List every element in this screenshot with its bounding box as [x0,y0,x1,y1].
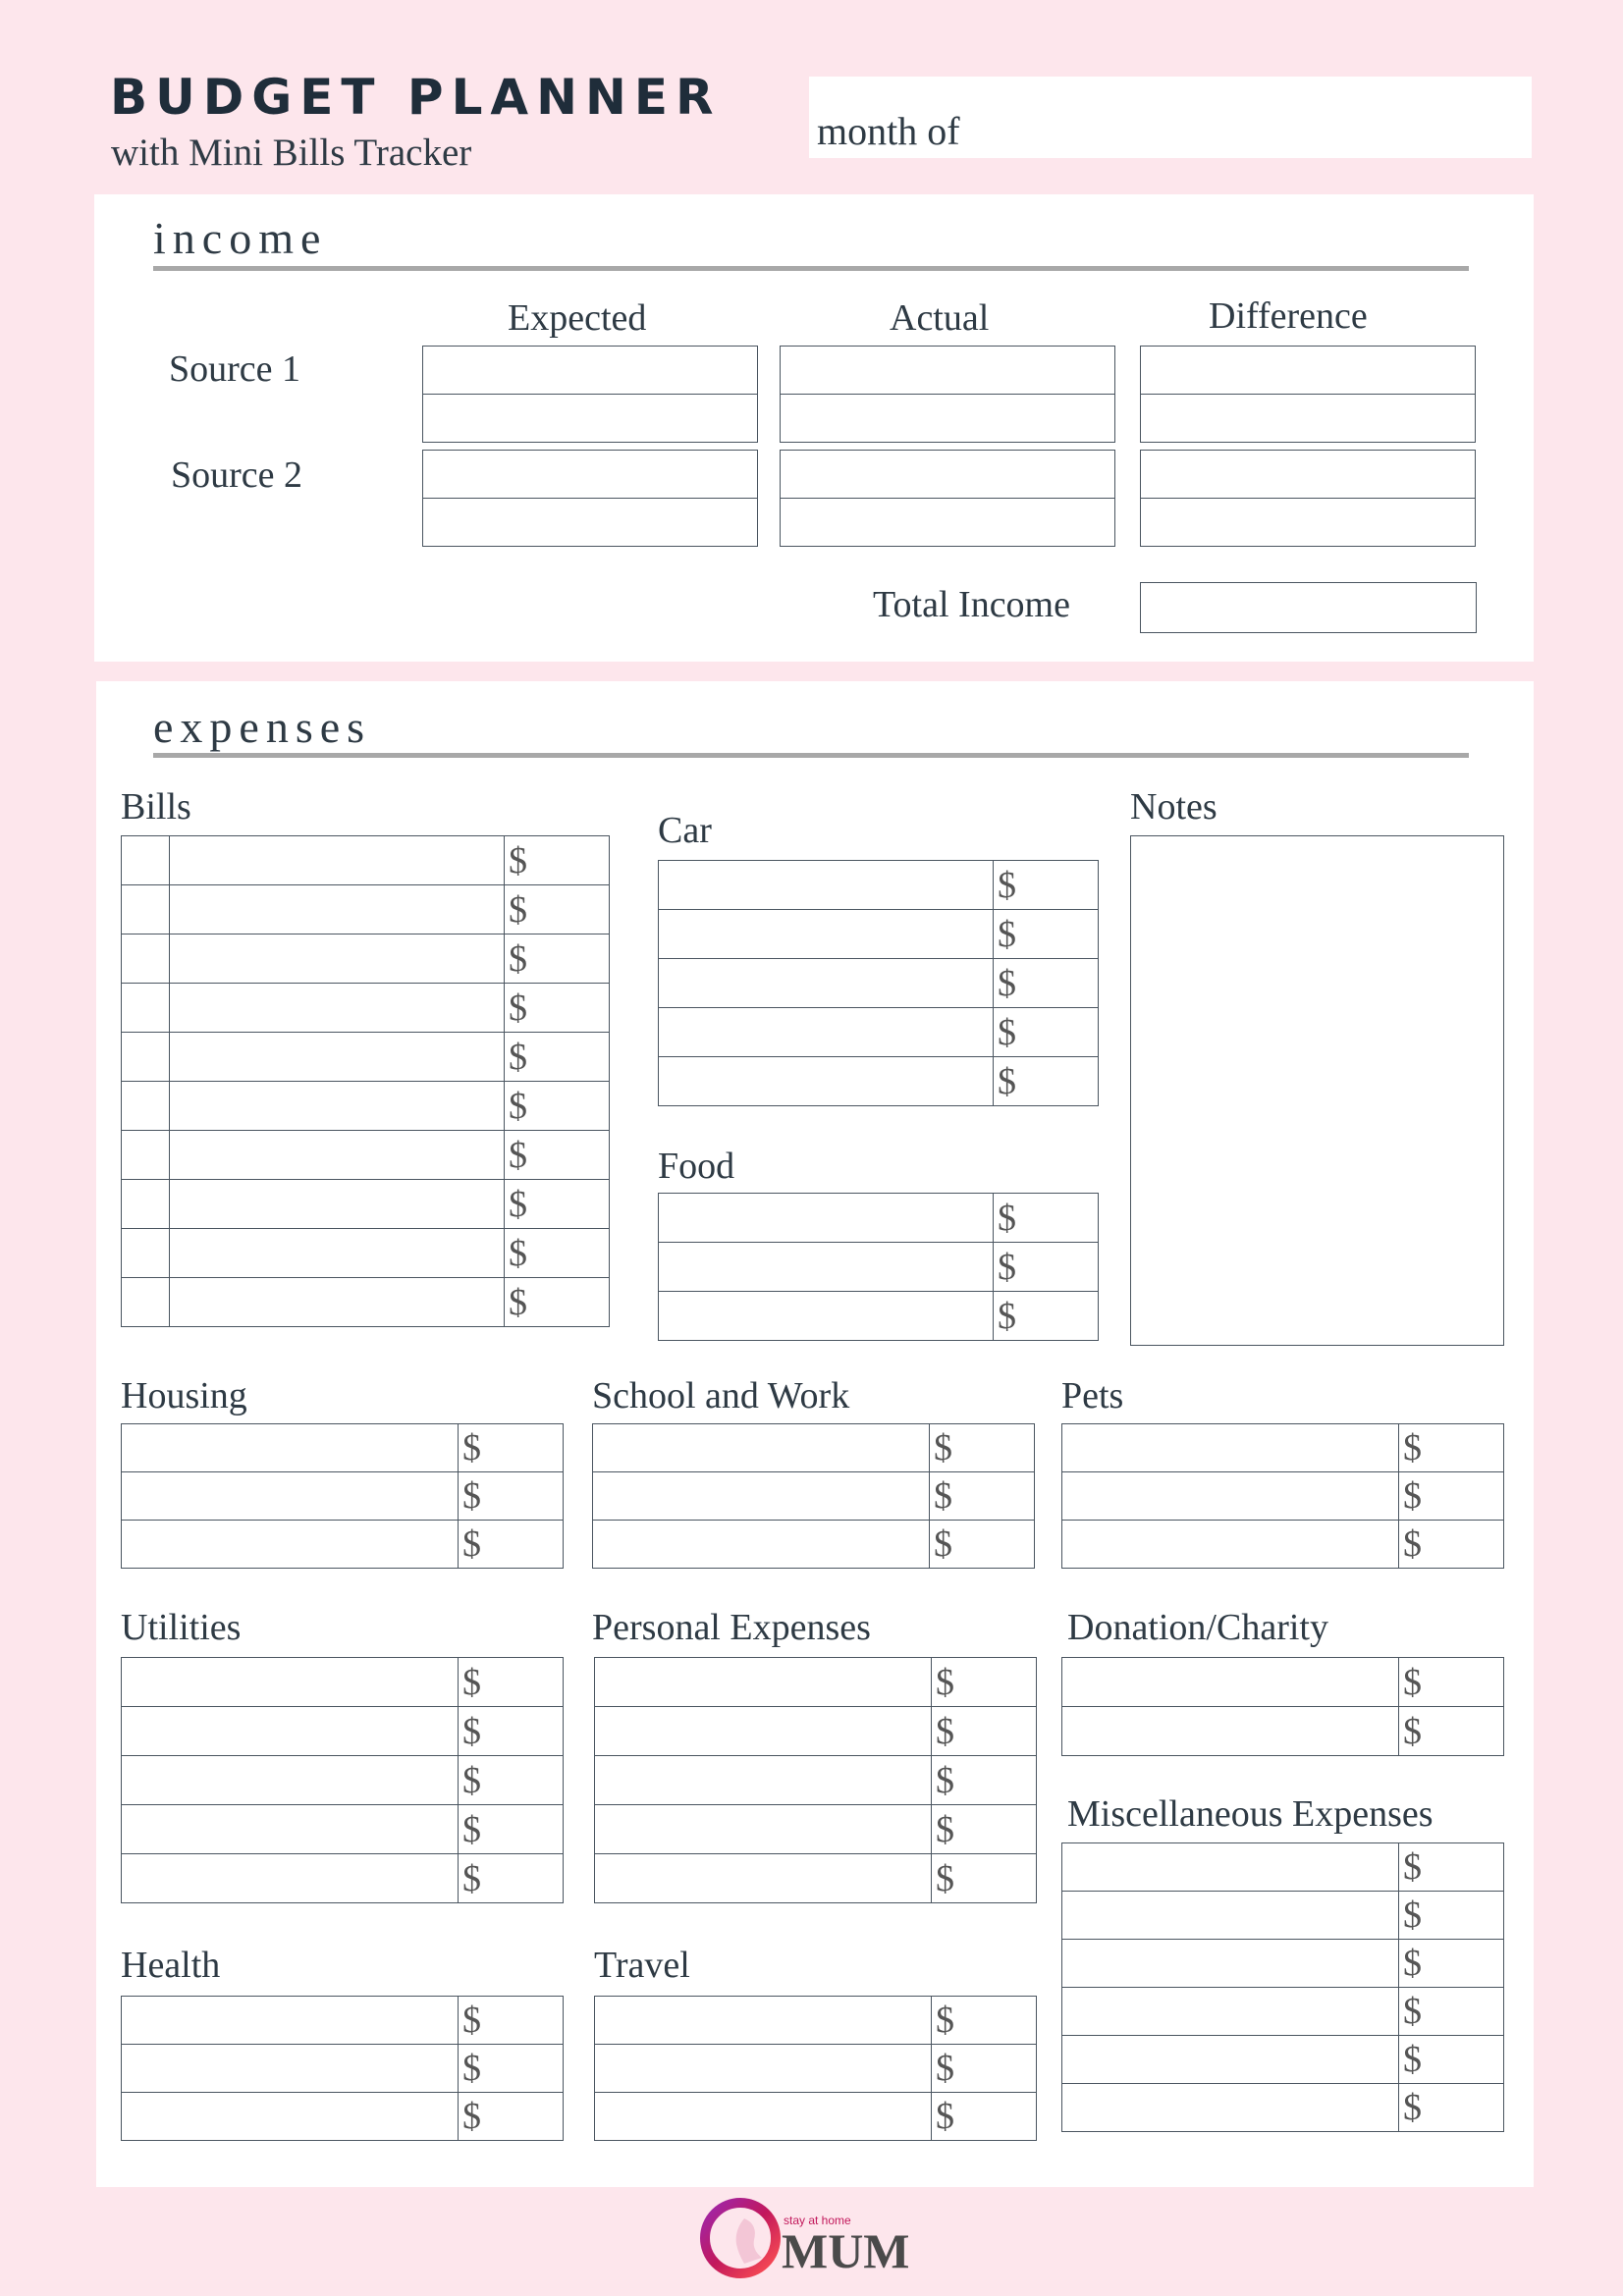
description-cell[interactable] [659,910,994,959]
table-row [659,1292,1099,1341]
table-row [659,1243,1099,1292]
description-cell[interactable] [593,1521,930,1569]
health-label: Health [121,1945,221,1986]
notes-box[interactable] [1130,835,1504,1346]
table-row [122,1082,610,1131]
utilities-label: Utilities [121,1607,242,1648]
amount-cell[interactable] [1399,2036,1504,2084]
currency-symbol: $ [509,1232,527,1274]
amount-cell[interactable] [932,1756,1037,1805]
table-row [122,1229,610,1278]
currency-symbol: $ [936,1857,954,1899]
currency-symbol: $ [1403,1895,1422,1936]
currency-symbol: $ [462,1661,481,1703]
amount-cell[interactable] [932,2045,1037,2093]
page-title: BUDGET PLANNER [110,69,722,126]
currency-symbol: $ [936,2000,954,2041]
description-cell[interactable] [122,1997,459,2045]
table-row [659,959,1099,1008]
table-row [659,1194,1099,1243]
description-cell[interactable] [1062,1424,1399,1472]
table-row [593,1424,1035,1472]
misc-expenses-table [1061,1842,1504,2132]
income-section-title: income [153,213,328,263]
health-table [121,1996,564,2141]
currency-symbol: $ [509,1281,527,1323]
description-cell[interactable] [781,499,1115,547]
expenses-section-title: expenses [153,702,372,752]
currency-symbol: $ [936,1661,954,1703]
description-cell[interactable] [122,1658,459,1707]
table-row [122,1033,610,1082]
description-cell[interactable] [1141,395,1476,443]
amount-cell[interactable] [505,1033,610,1082]
table-row [1062,1843,1504,1892]
income-difference-grid-source-1 [1140,346,1476,443]
amount-cell[interactable] [1399,1940,1504,1988]
bills-label: Bills [121,786,191,828]
amount-cell[interactable] [994,910,1099,959]
amount-cell[interactable] [1399,1472,1504,1521]
table-row [595,1707,1037,1756]
income-actual-grid-source-2 [780,450,1115,547]
amount-cell[interactable] [505,934,610,984]
description-cell[interactable] [1062,2084,1399,2132]
amount-cell[interactable] [994,861,1099,910]
amount-cell[interactable] [932,1854,1037,1903]
amount-cell[interactable] [459,1997,564,2045]
amount-cell[interactable] [932,1997,1037,2045]
housing-label: Housing [121,1375,247,1416]
table-row [122,1756,564,1805]
description-cell[interactable] [170,1180,505,1229]
amount-cell[interactable] [505,1229,610,1278]
description-cell[interactable] [170,1082,505,1131]
description-cell[interactable] [1062,2036,1399,2084]
paid-checkbox-cell[interactable] [122,984,170,1033]
table-row [781,395,1115,443]
table-row [1062,1940,1504,1988]
amount-cell[interactable] [1399,1424,1504,1472]
amount-cell[interactable] [994,1243,1099,1292]
table-row [1062,1472,1504,1521]
table-row [122,2045,564,2093]
income-col-expected: Expected [508,297,647,339]
paid-checkbox-cell[interactable] [122,885,170,934]
amount-cell[interactable] [930,1424,1035,1472]
table-row [1062,1988,1504,2036]
description-cell[interactable] [781,347,1115,395]
table-row [595,1997,1037,2045]
amount-cell[interactable] [930,1521,1035,1569]
currency-symbol: $ [462,2096,481,2137]
description-cell[interactable] [170,836,505,885]
personal-expenses-label: Personal Expenses [592,1607,871,1648]
table-row [1062,1521,1504,1569]
income-expected-grid-source-1 [422,346,758,443]
currency-symbol: $ [1403,1991,1422,2032]
currency-symbol: $ [936,1759,954,1801]
currency-symbol: $ [462,1808,481,1850]
description-cell[interactable] [595,2093,932,2141]
description-cell[interactable] [423,451,758,499]
utilities-table [121,1657,564,1903]
description-cell[interactable] [659,1194,994,1243]
total-income-label: Total Income [873,584,1070,625]
notes-label: Notes [1130,786,1217,828]
currency-symbol: $ [934,1427,952,1468]
amount-cell[interactable] [459,1805,564,1854]
amount-cell[interactable] [1399,1988,1504,2036]
amount-cell[interactable] [994,1194,1099,1243]
amount-cell[interactable] [459,2093,564,2141]
table-row [595,1854,1037,1903]
table-row [122,1472,564,1521]
paid-checkbox-cell[interactable] [122,1082,170,1131]
description-cell[interactable] [1062,1707,1399,1756]
table-row [423,499,758,547]
table-row [423,395,758,443]
amount-cell[interactable] [505,1131,610,1180]
table-row [1141,395,1476,443]
income-source-1-label: Source 1 [169,348,301,390]
amount-cell[interactable] [459,1854,564,1903]
food-label: Food [658,1146,735,1187]
table-row [122,1805,564,1854]
school-work-label: School and Work [592,1375,850,1416]
currency-symbol: $ [509,1085,527,1127]
description-cell[interactable] [122,1472,459,1521]
amount-cell[interactable] [994,1292,1099,1341]
income-divider [153,266,1469,271]
description-cell[interactable] [170,984,505,1033]
currency-symbol: $ [1403,1475,1422,1517]
currency-symbol: $ [509,839,527,881]
amount-cell[interactable] [459,1521,564,1569]
amount-cell[interactable] [459,1756,564,1805]
expenses-divider [153,753,1469,758]
amount-cell[interactable] [1399,2084,1504,2132]
table-row [122,934,610,984]
currency-symbol: $ [1403,1943,1422,1984]
description-cell[interactable] [1062,1843,1399,1892]
income-actual-grid-source-1 [780,346,1115,443]
currency-symbol: $ [1403,1846,1422,1888]
food-table [658,1193,1099,1341]
paid-checkbox-cell[interactable] [122,1229,170,1278]
description-cell[interactable] [423,347,758,395]
table-row [1141,451,1476,499]
logo-small-text: stay at home [784,2214,851,2227]
table-row [1062,1707,1504,1756]
description-cell[interactable] [1062,1658,1399,1707]
travel-label: Travel [594,1945,690,1986]
currency-symbol: $ [509,1134,527,1176]
amount-cell[interactable] [1399,1843,1504,1892]
car-table [658,860,1099,1106]
description-cell[interactable] [659,1292,994,1341]
amount-cell[interactable] [459,1472,564,1521]
description-cell[interactable] [1141,347,1476,395]
table-row [423,347,758,395]
currency-symbol: $ [462,2000,481,2041]
amount-cell[interactable] [459,1658,564,1707]
income-col-actual: Actual [890,297,990,339]
description-cell[interactable] [595,1854,932,1903]
currency-symbol: $ [998,1060,1016,1102]
description-cell[interactable] [122,1854,459,1903]
amount-cell[interactable] [459,1707,564,1756]
table-row [1141,347,1476,395]
table-row [781,347,1115,395]
description-cell[interactable] [1062,1472,1399,1521]
paid-checkbox-cell[interactable] [122,1278,170,1327]
description-cell[interactable] [1062,1940,1399,1988]
description-cell[interactable] [659,1243,994,1292]
table-row [781,451,1115,499]
description-cell[interactable] [781,395,1115,443]
personal-expenses-table [594,1657,1037,1903]
amount-cell[interactable] [505,885,610,934]
description-cell[interactable] [659,1057,994,1106]
description-cell[interactable] [595,1997,932,2045]
income-source-2-label: Source 2 [171,454,303,496]
table-row [122,1424,564,1472]
amount-cell[interactable] [1399,1658,1504,1707]
description-cell[interactable] [595,2045,932,2093]
currency-symbol: $ [462,1759,481,1801]
currency-symbol: $ [1403,1427,1422,1468]
currency-symbol: $ [998,1246,1016,1288]
donation-charity-table [1061,1657,1504,1756]
table-row [1062,1658,1504,1707]
table-row [595,1658,1037,1707]
table-row [122,1707,564,1756]
table-row [593,1521,1035,1569]
description-cell[interactable] [122,1424,459,1472]
amount-cell[interactable] [459,2045,564,2093]
currency-symbol: $ [509,987,527,1029]
table-row [122,1521,564,1569]
amount-cell[interactable] [459,1424,564,1472]
description-cell[interactable] [1141,451,1476,499]
currency-symbol: $ [1403,1710,1422,1752]
currency-symbol: $ [462,2048,481,2089]
table-row [122,1180,610,1229]
description-cell[interactable] [659,861,994,910]
table-row [1141,499,1476,547]
currency-symbol: $ [998,1011,1016,1053]
currency-symbol: $ [462,1523,481,1565]
description-cell[interactable] [595,1658,932,1707]
description-cell[interactable] [1141,499,1476,547]
logo-icon [687,2191,923,2279]
table-row [1062,2084,1504,2132]
amount-cell[interactable] [932,1805,1037,1854]
table-row [659,1008,1099,1057]
amount-cell[interactable] [932,1658,1037,1707]
paid-checkbox-cell[interactable] [122,1033,170,1082]
currency-symbol: $ [998,962,1016,1004]
description-cell[interactable] [593,1424,930,1472]
table-row [122,1278,610,1327]
income-col-difference: Difference [1209,295,1368,337]
currency-symbol: $ [509,937,527,980]
amount-cell[interactable] [1399,1521,1504,1569]
description-cell[interactable] [1062,1988,1399,2036]
table-row [659,861,1099,910]
description-cell[interactable] [593,1472,930,1521]
currency-symbol: $ [462,1857,481,1899]
table-row [1062,1892,1504,1940]
currency-symbol: $ [998,864,1016,906]
car-label: Car [658,810,712,851]
description-cell[interactable] [122,2045,459,2093]
currency-symbol: $ [998,1197,1016,1239]
paid-checkbox-cell[interactable] [122,1180,170,1229]
currency-symbol: $ [462,1475,481,1517]
amount-cell[interactable] [505,1278,610,1327]
currency-symbol: $ [1403,2087,1422,2128]
amount-cell[interactable] [994,1057,1099,1106]
amount-cell[interactable] [505,984,610,1033]
currency-symbol: $ [1403,1523,1422,1565]
bills-table [121,835,610,1327]
table-row [595,1756,1037,1805]
table-row [122,885,610,934]
description-cell[interactable] [1062,1892,1399,1940]
currency-symbol: $ [462,1710,481,1752]
currency-symbol: $ [462,1427,481,1468]
description-cell[interactable] [170,1131,505,1180]
description-cell[interactable] [659,1008,994,1057]
amount-cell[interactable] [505,1082,610,1131]
description-cell[interactable] [170,934,505,984]
description-cell[interactable] [170,885,505,934]
table-row [595,1805,1037,1854]
table-row [659,1057,1099,1106]
paid-checkbox-cell[interactable] [122,1131,170,1180]
table-row [122,1854,564,1903]
paid-checkbox-cell[interactable] [122,934,170,984]
amount-cell[interactable] [1399,1892,1504,1940]
currency-symbol: $ [936,2096,954,2137]
currency-symbol: $ [1403,1661,1422,1703]
pets-label: Pets [1061,1375,1124,1416]
currency-symbol: $ [998,913,1016,955]
description-cell[interactable] [423,395,758,443]
housing-table [121,1423,564,1569]
table-row [595,2045,1037,2093]
donation-charity-label: Donation/Charity [1067,1607,1328,1648]
amount-cell[interactable] [994,959,1099,1008]
income-difference-grid-source-2 [1140,450,1476,547]
table-row [122,1997,564,2045]
page-subtitle: with Mini Bills Tracker [111,132,472,174]
table-row [122,1658,564,1707]
description-cell[interactable] [781,451,1115,499]
currency-symbol: $ [509,1183,527,1225]
amount-cell[interactable] [1399,1707,1504,1756]
total-income-field[interactable] [1140,582,1477,633]
description-cell[interactable] [122,1805,459,1854]
table-row [122,2093,564,2141]
table-row [659,910,1099,959]
currency-symbol: $ [509,1036,527,1078]
table-row [593,1472,1035,1521]
currency-symbol: $ [1403,2039,1422,2080]
description-cell[interactable] [423,499,758,547]
description-cell[interactable] [1062,1521,1399,1569]
description-cell[interactable] [122,1707,459,1756]
table-row [423,451,758,499]
currency-symbol: $ [998,1295,1016,1337]
currency-symbol: $ [936,2048,954,2089]
month-label: month of [817,109,960,153]
amount-cell[interactable] [505,836,610,885]
description-cell[interactable] [170,1229,505,1278]
amount-cell[interactable] [505,1180,610,1229]
currency-symbol: $ [936,1808,954,1850]
income-expected-grid-source-2 [422,450,758,547]
travel-table [594,1996,1037,2141]
misc-expenses-label: Miscellaneous Expenses [1067,1793,1434,1835]
table-row [122,836,610,885]
amount-cell[interactable] [994,1008,1099,1057]
description-cell[interactable] [122,2093,459,2141]
school-work-table [592,1423,1035,1569]
description-cell[interactable] [170,1033,505,1082]
description-cell[interactable] [659,959,994,1008]
currency-symbol: $ [934,1523,952,1565]
currency-symbol: $ [509,888,527,931]
amount-cell[interactable] [932,1707,1037,1756]
description-cell[interactable] [595,1756,932,1805]
table-row [1062,2036,1504,2084]
description-cell[interactable] [595,1707,932,1756]
currency-symbol: $ [936,1710,954,1752]
table-row [1062,1424,1504,1472]
currency-symbol: $ [934,1475,952,1517]
description-cell[interactable] [170,1278,505,1327]
description-cell[interactable] [122,1521,459,1569]
paid-checkbox-cell[interactable] [122,836,170,885]
description-cell[interactable] [595,1805,932,1854]
amount-cell[interactable] [930,1472,1035,1521]
table-row [122,984,610,1033]
stay-at-home-mum-logo [687,2191,923,2279]
table-row [781,499,1115,547]
description-cell[interactable] [122,1756,459,1805]
logo-brand-text: MUM [782,2223,910,2278]
amount-cell[interactable] [932,2093,1037,2141]
table-row [122,1131,610,1180]
pets-table [1061,1423,1504,1569]
table-row [595,2093,1037,2141]
